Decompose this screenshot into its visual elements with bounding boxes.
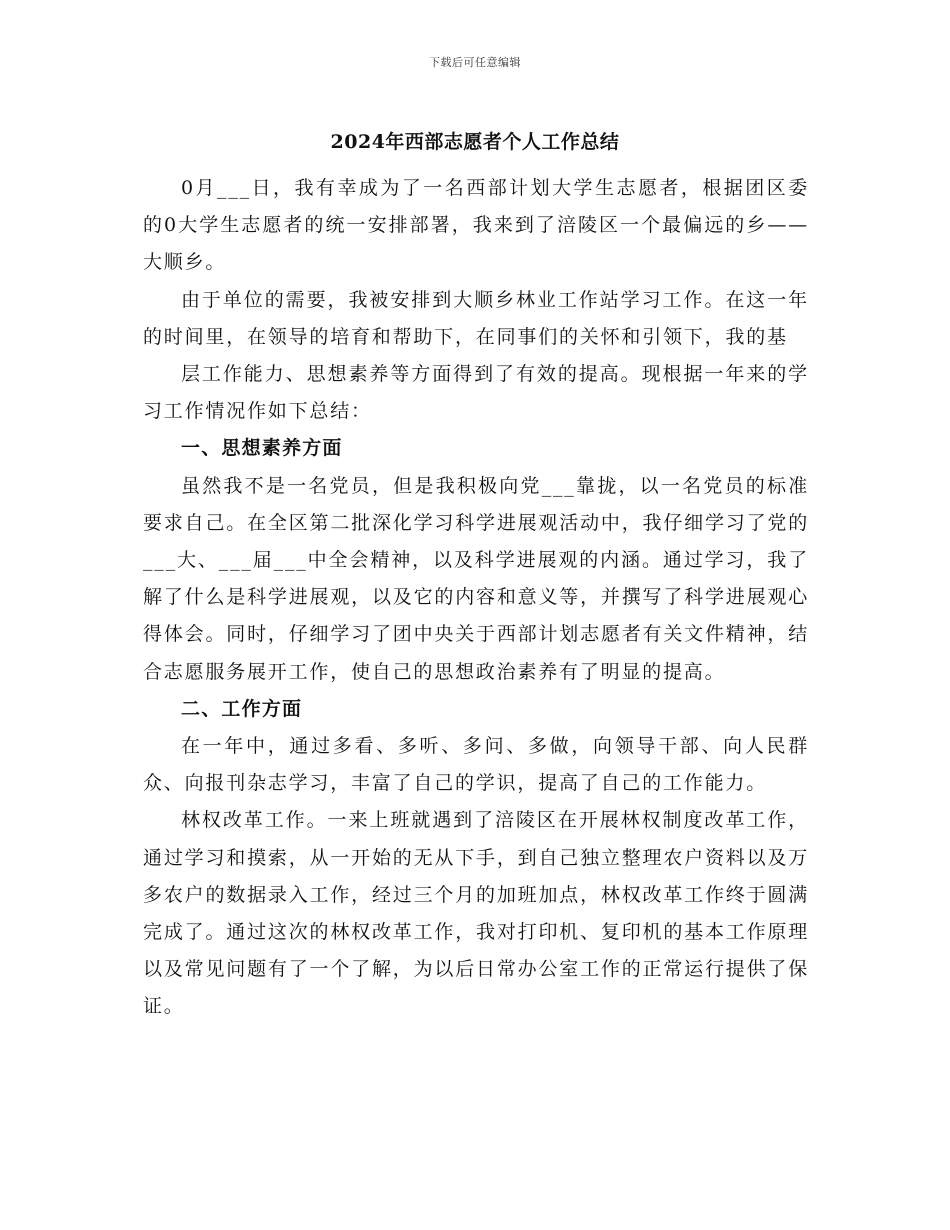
paragraph-forest-reform: 林权改革工作。一来上班就遇到了涪陵区在开展林权制度改革工作，通过学习和摸索，从一开始的无从下手，到自己独立整理农户资料以及万多农户的数据录入工作，经过三个月的加班加点，林权改革工作终于圆满完成了。通过这次的林权改革工作，我对打印机、复印机的基本工作原理以及常见问题有了一个了解，为以后日常办公室工作的正常运行提供了保证。 [143, 809, 809, 1018]
document-body [143, 170, 809, 1026]
page-header-note: 下载后可任意编辑 [429, 56, 521, 69]
paragraph-summary-intro: 层工作能力、思想素养等方面得到了有效的提高。现根据一年来的学习工作情况作如下总结： [143, 363, 809, 423]
paragraph-assignment: 由于单位的需要，我被安排到大顺乡林业工作站学习工作。在这一年的时间里，在领导的培育和帮助下，在同事们的关怀和引领下，我的基 [143, 288, 809, 348]
document-title: 2024年西部志愿者个人工作总结 [330, 131, 620, 153]
paragraph-work-learning: 在一年中，通过多看、多听、多问、多做，向领导干部、向人民群众、向报刊杂志学习，丰富了自己的学识，提高了自己的工作能力。 [143, 735, 809, 795]
paragraph-ideology: 虽然我不是一名党员，但是我积极向党___靠拢，以一名党员的标准要求自己。在全区第二批深化学习科学进展观活动中，我仔细学习了党的___大、___届___中全会精神，以及科学进展观的内涵。通过学习，我了解了什么是科学进展观，以及它的内容和意义等，并撰写了科学进展观心得体会。同时，仔细学习了团中央关于西部计划志愿者有关文件精神，结合志愿服务展开工作，使自己的思想政治素养有了明显的提高。 [143, 474, 809, 683]
section-heading-work: 二、工作方面 [181, 697, 303, 720]
paragraph-intro: 0月___日，我有幸成为了一名西部计划大学生志愿者，根据团区委的0大学生志愿者的统一安排部署，我来到了涪陵区一个最偏远的乡——大顺乡。 [143, 177, 809, 274]
section-heading-ideology: 一、思想素养方面 [181, 437, 343, 460]
